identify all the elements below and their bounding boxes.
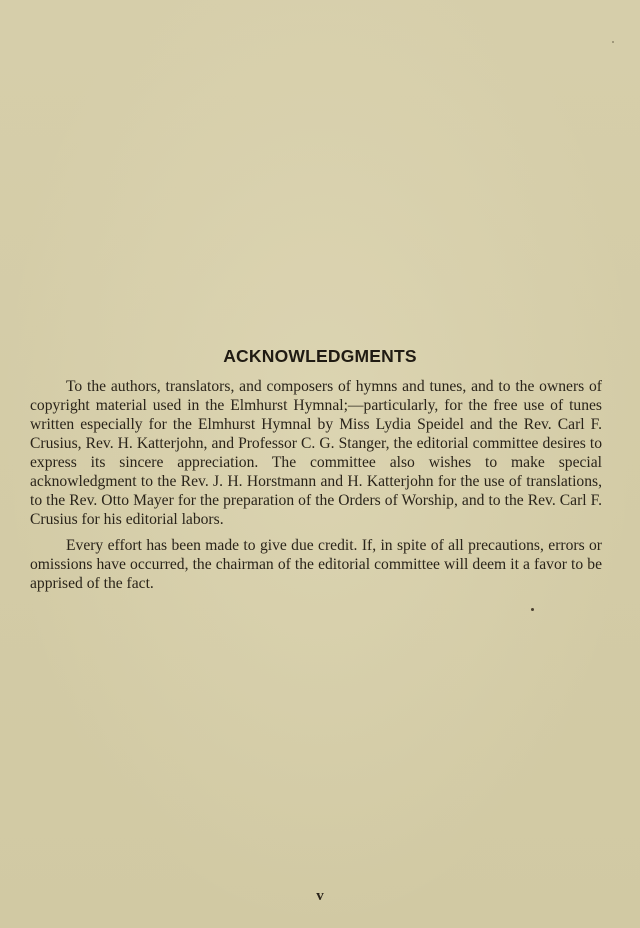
- paragraph-acknowledgment: To the authors, translators, and composers of hymns and tunes, and to the owners of copyright material used in the Elmhurst Hymnal;—particularly, for the free use of tunes written especially for the Elmhurst Hymnal by Miss Lydia Speidel and the Rev. Carl F. Crusius, Rev. H. Katterjohn, and Professor C. G. Stanger, the editorial committee desires to express its sincere appreciation. The committee also wishes to make special acknowledgment to the Rev. J. H. Horstmann and H. Katterjohn for the use of translations, to the Rev. Otto Mayer for the preparation of the Orders of Worship, and to the Rev. Carl F. Crusius for his editorial labors.: [30, 378, 602, 528]
- paragraph-credit-notice: Every effort has been made to give due credit. If, in spite of all precautions, errors or omissions have occurred, the chairman of the editorial committee will deem it a favor to be apprised of the fact.: [30, 537, 602, 592]
- acknowledgments-body: [30, 377, 602, 600]
- page-title: ACKNOWLEDGMENTS: [223, 346, 417, 366]
- paper-speck: [612, 41, 614, 43]
- paper-speck: [531, 608, 534, 611]
- page-number: v: [316, 888, 324, 904]
